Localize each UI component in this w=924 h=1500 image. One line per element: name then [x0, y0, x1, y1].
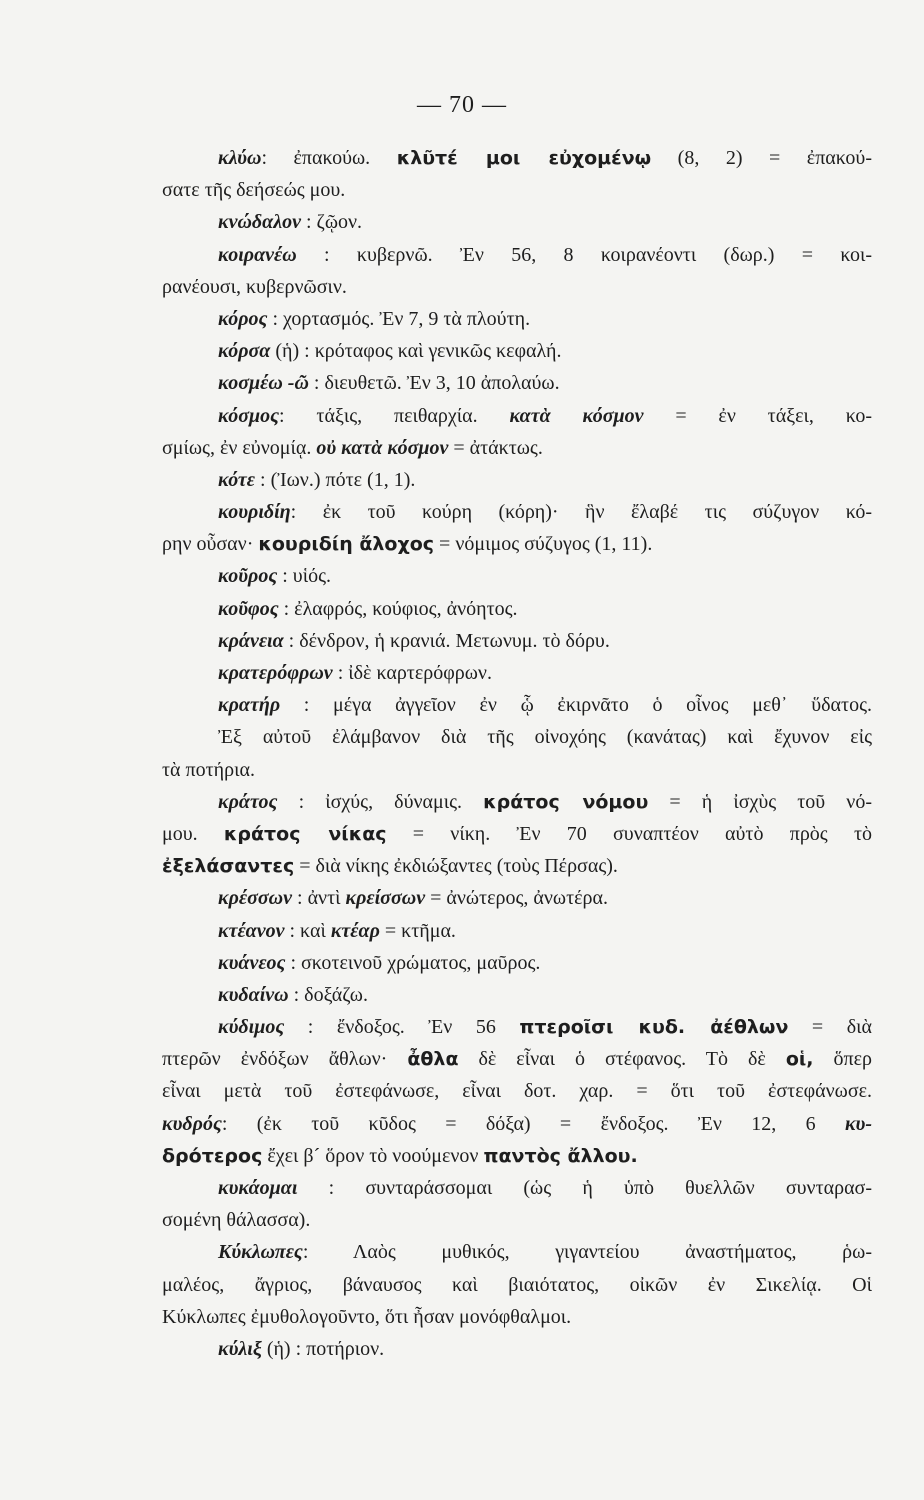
definition-text: : ἔνδοξος. Ἐν 56 [284, 1016, 520, 1039]
text-line [162, 464, 872, 496]
phrase: ἆθλα [407, 1048, 459, 1071]
text-line [162, 1075, 872, 1107]
headword: οὐ κατὰ κόσμον [316, 436, 449, 459]
headword: κράνεια [218, 629, 284, 652]
headword: κυ- [844, 1112, 872, 1135]
definition-text: μου. [162, 822, 224, 845]
text-line [162, 303, 872, 335]
headword: κρέσσων [218, 887, 293, 910]
headword: κυδρός [162, 1112, 222, 1135]
definition-text: : (Ἰων.) πότε (1, 1). [255, 468, 416, 491]
definition-text: : κυβερνῶ. Ἐν 56, 8 κοιρανέοντι (δωρ.) = κοι- [296, 243, 872, 266]
headword: κοιρανέω [218, 243, 297, 266]
definition-text: : (ἐκ τοῦ κῦδος = δόξα) = ἔνδοξος. Ἐν 12, 6 [221, 1112, 845, 1135]
text-line [162, 882, 872, 914]
definition-text: = διὰ [788, 1016, 872, 1039]
definition-text: εἶναι μετὰ τοῦ ἐστεφάνωσε, εἶναι δοτ. χαρ. = ὅτι τοῦ ἐστεφάνωσε. [162, 1080, 872, 1103]
definition-text: = κτῆμα. [379, 919, 456, 942]
definition-text: : ἐπακούω. [261, 147, 397, 169]
definition-text: ὅπερ [813, 1048, 872, 1071]
definition-text: : τάξις, πειθαρχία. [279, 404, 510, 427]
definition-text: = νίκη. Ἐν 70 συναπτέον αὐτὸ πρὸς τὸ [386, 822, 872, 845]
definition-text: δὲ εἶναι ὁ στέφανος. Τὸ δὲ [458, 1048, 786, 1071]
definition-text: ἔχει β´ ὅρον τὸ νοούμενον [262, 1144, 484, 1167]
definition-text: : μέγα ἀγγεῖον ἐν ᾧ ἐκιρνᾶτο ὁ οἶνος μεθ᾽ ὕδατος. [280, 694, 872, 717]
text-line [162, 1172, 872, 1204]
headword: κνώδαλον [218, 211, 301, 234]
phrase: παντὸς ἄλλου. [483, 1144, 638, 1167]
text-line [162, 142, 872, 174]
definition-text: σατε τῆς δεήσεώς μου. [162, 179, 346, 202]
definition-text: : ἐκ τοῦ κούρη (κόρη)· ἣν ἔλαβέ τις σύζυγον κό- [290, 501, 872, 524]
text-line [162, 979, 872, 1011]
definition-text: πτερῶν ἐνδόξων ἄθλων· [162, 1048, 408, 1071]
headword: κότε [218, 468, 256, 491]
headword: κοῦρος [218, 565, 278, 588]
text-line [162, 560, 872, 592]
text-line [162, 1011, 872, 1043]
text-line [162, 786, 872, 818]
definition-text: : χορτασμός. Ἐν 7, 9 τὰ πλούτη. [267, 307, 531, 330]
text-line [162, 1140, 872, 1172]
definition-text: : δένδρον, ἡ κρανιά. Μετωνυμ. τὸ δόρυ. [283, 629, 610, 652]
phrase: οἱ, [785, 1048, 814, 1071]
definition-text: : καὶ [284, 919, 331, 942]
phrase: κράτος νόμου [483, 790, 649, 813]
definition-text: : υἱός. [277, 565, 331, 588]
definition-text: : ἰδὲ καρτερόφρων. [332, 662, 492, 684]
text-line [162, 335, 872, 367]
text-line [162, 1333, 872, 1365]
definition-text: : ἐλαφρός, κούφιος, ἀνόητος. [278, 597, 518, 620]
text-line [162, 593, 872, 625]
definition-text: : ζῷον. [301, 211, 363, 234]
text-line [162, 1269, 872, 1301]
definition-text: : δοξάζω. [288, 983, 368, 1006]
text-line [162, 528, 872, 560]
definition-text: ρην οὖσαν· [162, 533, 259, 556]
phrase: κράτος νίκας [223, 822, 387, 845]
text-line [162, 432, 872, 464]
text-line [162, 1108, 872, 1140]
phrase: κλῦτέ μοι εὐχομένῳ [396, 147, 652, 169]
headword: κρατερόφρων [218, 662, 333, 684]
definition-text: (ἡ) : κρόταφος καὶ γενικῶς κεφαλή. [270, 340, 562, 363]
text-line [162, 1204, 872, 1236]
definition-text: = νόμιμος σύζυγος (1, 11). [434, 533, 653, 556]
text-line [162, 657, 872, 689]
text-line [162, 625, 872, 657]
headword: κρατήρ [218, 694, 281, 717]
text-line [162, 271, 872, 303]
text-line [162, 206, 872, 238]
definition-text: : ἀντὶ [292, 887, 346, 910]
definition-text: τὰ ποτήρια. [162, 758, 255, 781]
headword: κύδιμος [218, 1016, 285, 1039]
headword: κλύω [218, 147, 262, 169]
headword: κύλιξ [218, 1337, 262, 1360]
definition-text: : διευθετῶ. Ἐν 3, 10 ἀπολαύω. [308, 372, 560, 395]
definition-text: = ἀτάκτως. [448, 436, 543, 459]
definition-text: σμίως, ἐν εὐνομίᾳ. [162, 436, 317, 459]
definition-text: = ἐν τάξει, κο- [643, 404, 872, 427]
text-line [162, 1236, 872, 1268]
headword: κρείσσων [345, 887, 426, 910]
headword: κυάνεος [218, 951, 286, 974]
phrase: ἐξελάσαντες [162, 855, 295, 878]
definition-text: : σκοτεινοῦ χρώματος, μαῦρος. [285, 951, 541, 974]
headword: κόρος [218, 307, 268, 330]
headword: κυκάομαι [218, 1177, 298, 1199]
headword: κοσμέω -ῶ [218, 372, 309, 395]
dictionary-text [162, 142, 872, 1365]
definition-text: = ἀνώτερος, ἀνωτέρα. [425, 887, 608, 910]
definition-text: : συνταράσσομαι (ὡς ἡ ὑπὸ θυελλῶν συνταρασ- [297, 1177, 872, 1199]
definition-text: = διὰ νίκης ἐκδιώξαντες (τοὺς Πέρσας). [294, 855, 618, 878]
headword: κτέανον [218, 919, 285, 942]
text-line [162, 689, 872, 721]
text-line [162, 1301, 872, 1333]
text-line [162, 754, 872, 786]
headword: κυδαίνω [218, 983, 289, 1006]
headword: Κύκλωπες [218, 1241, 303, 1264]
page-number: — 70 — [417, 92, 507, 118]
definition-text: = ἡ ἰσχὺς τοῦ νό- [648, 790, 872, 813]
phrase: πτεροῖσι κυδ. ἀέθλων [519, 1016, 789, 1039]
text-line [162, 818, 872, 850]
headword: κοῦφος [218, 597, 279, 620]
definition-text: σομένη θάλασσα). [162, 1209, 311, 1232]
definition-text: : Λαὸς μυθικός, γιγαντείου ἀναστήματος, ῥω- [302, 1241, 872, 1264]
text-line [162, 496, 872, 528]
definition-text: : ἰσχύς, δύναμις. [277, 790, 484, 813]
definition-text: μαλέος, ἄγριος, βάναυσος καὶ βιαιότατος, οἰκῶν ἐν Σικελίᾳ. Οἱ [162, 1273, 872, 1296]
headword: κουριδίη [218, 501, 291, 524]
headword: κτέαρ [330, 919, 380, 942]
headword: κράτος [218, 790, 278, 813]
text-line [162, 174, 872, 206]
definition-text: (ἡ) : ποτήριον. [261, 1337, 385, 1360]
headword: κόρσα [218, 340, 271, 363]
text-line [162, 239, 872, 271]
text-line [162, 721, 872, 753]
text-line [162, 400, 872, 432]
definition-text: (8, 2) = ἐπακού- [651, 147, 872, 169]
headword: κόσμος [218, 404, 280, 427]
headword: κατὰ κόσμον [509, 404, 644, 427]
definition-text: Ἐξ αὐτοῦ ἐλάμβανον διὰ τῆς οἰνοχόης (κανάτας) καὶ ἔχυνον εἰς [218, 726, 872, 749]
text-line [162, 915, 872, 947]
text-line [162, 850, 872, 882]
definition-text: ρανέουσι, κυβερνῶσιν. [162, 275, 347, 298]
text-line [162, 367, 872, 399]
text-line [162, 947, 872, 979]
definition-text: Κύκλωπες ἐμυθολογοῦντο, ὅτι ἦσαν μονόφθαλμοι. [162, 1305, 572, 1328]
text-line [162, 1043, 872, 1075]
phrase: κουριδίη ἄλοχος [258, 533, 435, 556]
phrase: δρότερος [162, 1144, 263, 1167]
